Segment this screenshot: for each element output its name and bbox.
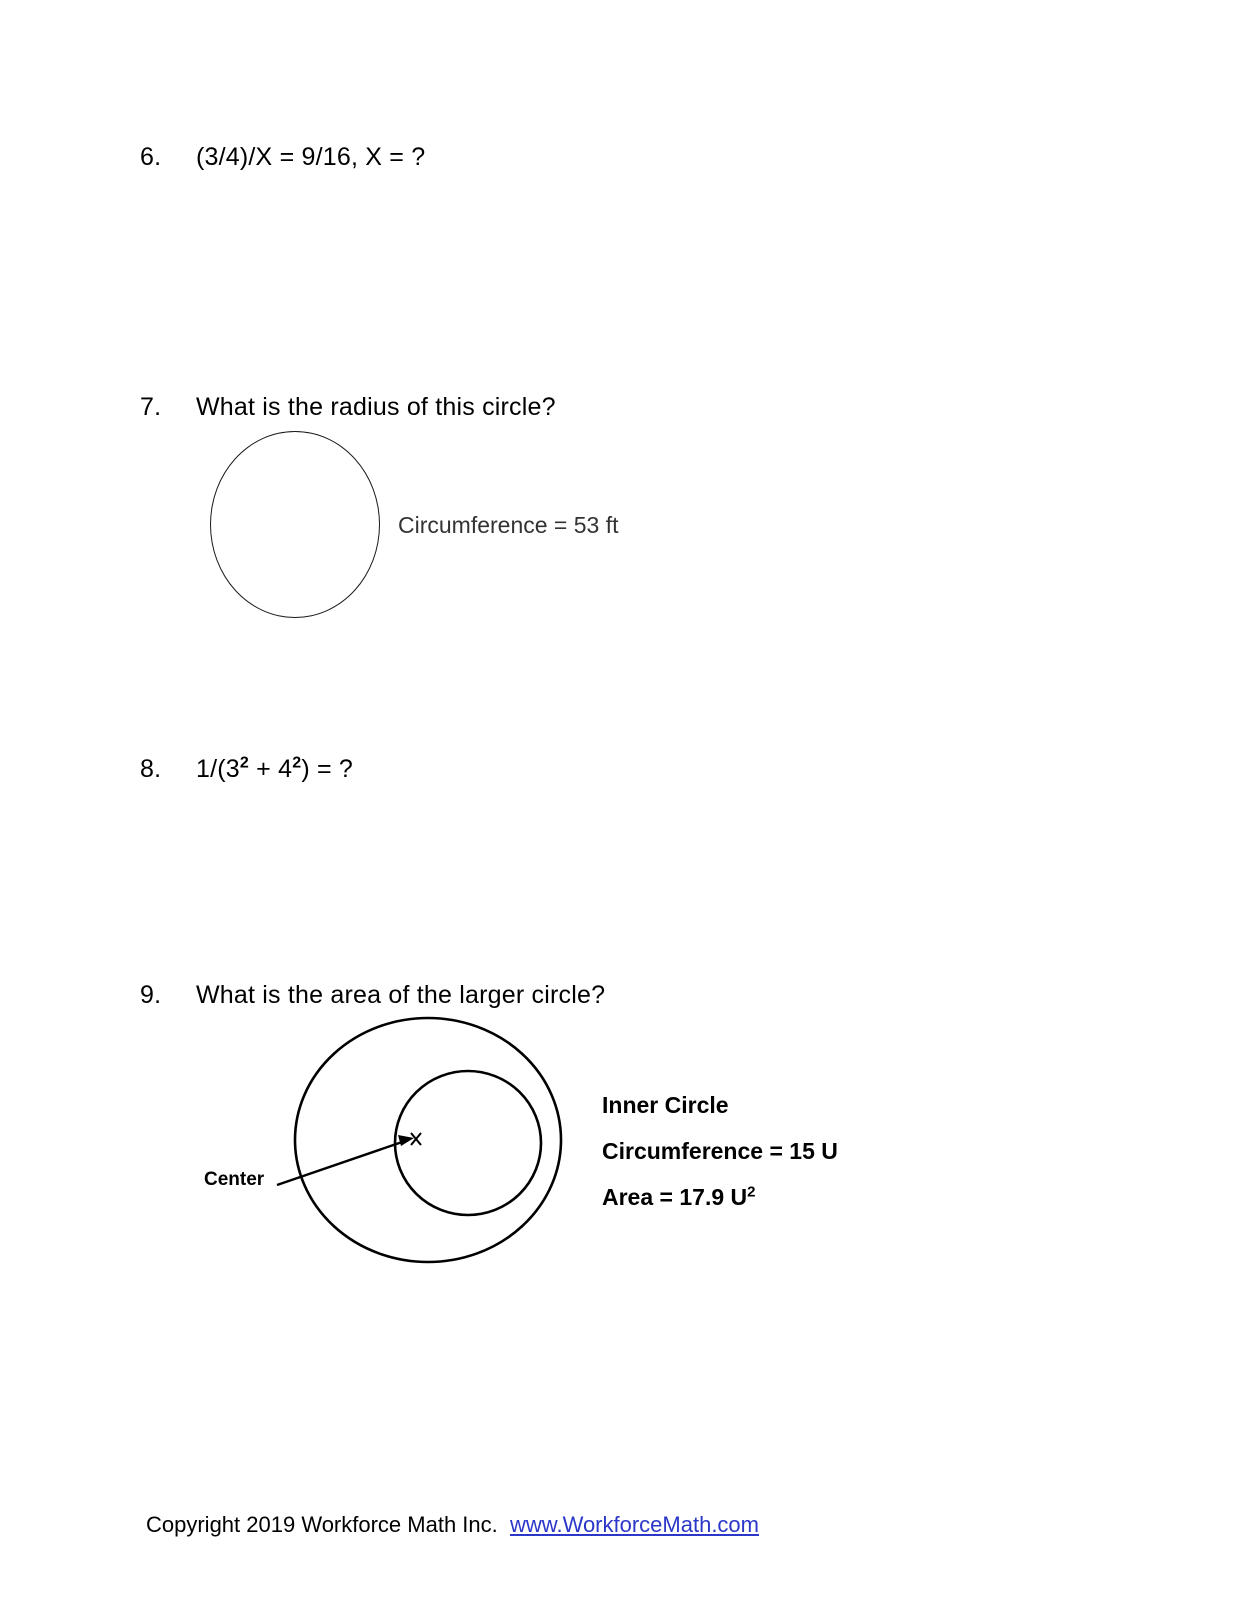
question-7-circle-shape [210,431,380,618]
outer-circle-shape [295,1018,561,1262]
question-9 [140,980,605,1010]
inner-circle-area [602,1174,838,1220]
question-9-number: 9. [140,981,162,1009]
q8-part-c: ) = ? [301,755,354,783]
q8-part-a: 1/(3 [196,755,240,783]
page-footer [146,1511,759,1539]
question-8 [140,754,353,784]
copyright-text: Copyright 2019 Workforce Math Inc. [146,1512,498,1537]
question-7-number: 7. [140,393,162,421]
question-8-text [196,754,353,784]
question-6-text: (3/4)/X = 9/16, X = ? [196,143,426,171]
question-6 [140,142,425,172]
inner-circle-shape [395,1071,541,1215]
q8-part-b: + 4 [249,755,293,783]
question-7-circumference-label: Circumference = 53 ft [398,512,619,538]
inner-circle-circumference: Circumference = 15 U [602,1138,838,1164]
website-link[interactable]: www.WorkforceMath.com [510,1512,759,1537]
question-9-circles-diagram [180,1010,600,1290]
inner-circle-area-text: Area = 17.9 U [602,1184,748,1210]
question-6-number: 6. [140,143,162,171]
question-7 [140,392,556,422]
inner-circle-info-block [602,1082,838,1220]
q8-exponent-1: 2 [239,754,249,772]
inner-circle-area-exponent: 2 [747,1183,756,1201]
center-label: Center [204,1169,265,1190]
question-7-text: What is the radius of this circle? [196,393,556,421]
center-point-x-marker [411,1133,421,1145]
q8-exponent-2: 2 [292,754,302,772]
question-9-text: What is the area of the larger circle? [196,981,606,1009]
question-8-number: 8. [140,755,162,783]
inner-circle-title: Inner Circle [602,1092,729,1118]
